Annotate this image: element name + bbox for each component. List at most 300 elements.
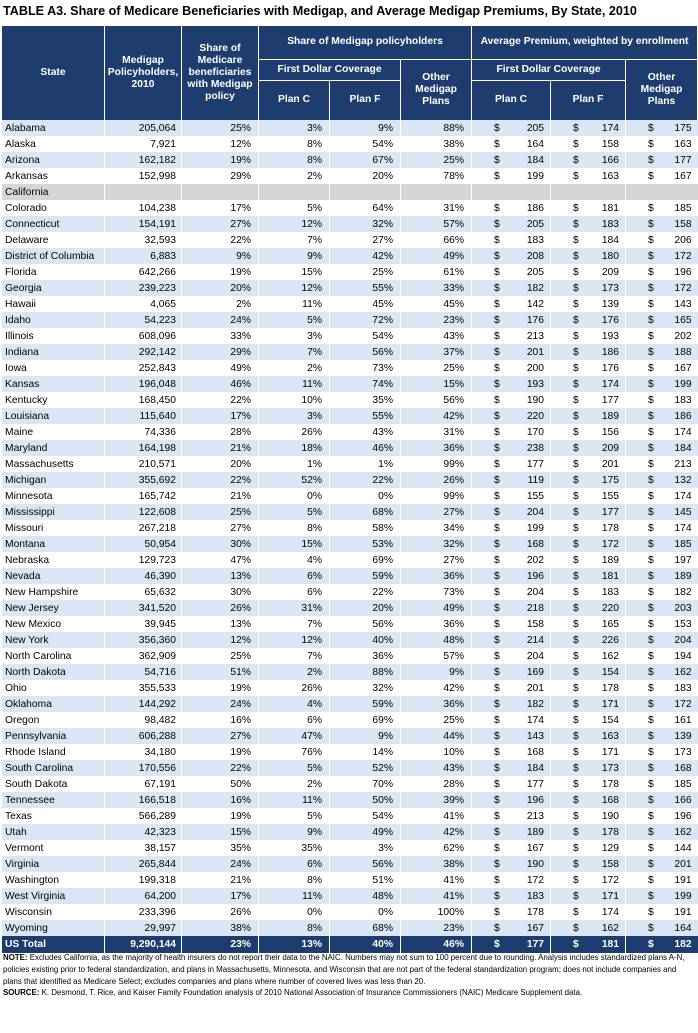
table-row — [2, 328, 698, 344]
policyholders-value: 34,180 — [105, 744, 182, 760]
plan-f-value: 70% — [330, 776, 401, 792]
policyholders-value: 233,396 — [105, 904, 182, 920]
state-name: New Hampshire — [2, 584, 105, 600]
plan-c-value: 6% — [259, 584, 330, 600]
premium-f-value: $ 139 — [551, 296, 626, 312]
premium-f-value: $ 166 — [551, 152, 626, 168]
policyholders-value: 115,640 — [105, 408, 182, 424]
premium-other-value: $ 182 — [626, 584, 698, 600]
plan-f-value: 56% — [330, 616, 401, 632]
premium-other-value: $ 162 — [626, 664, 698, 680]
table-row — [2, 152, 698, 168]
other-value: 9% — [401, 664, 472, 680]
premium-c-value: $ 200 — [472, 360, 551, 376]
header-premium-group: Average Premium, weighted by enrollment — [472, 26, 698, 59]
plan-f-value: 14% — [330, 744, 401, 760]
state-name: North Dakota — [2, 664, 105, 680]
state-name: Arizona — [2, 152, 105, 168]
premium-f-value: $ 190 — [551, 808, 626, 824]
premium-f-value: $ 220 — [551, 600, 626, 616]
table-row — [2, 856, 698, 872]
plan-c-value: 3% — [259, 120, 330, 136]
table-row — [2, 248, 698, 264]
table-row — [2, 664, 698, 680]
plan-c-value: 5% — [259, 504, 330, 520]
policyholders-value: 4,065 — [105, 296, 182, 312]
other-value: 38% — [401, 136, 472, 152]
share-value: 2% — [182, 296, 259, 312]
state-name: Wisconsin — [2, 904, 105, 920]
plan-f-value: 56% — [330, 856, 401, 872]
premium-c-value: $ 143 — [472, 728, 551, 744]
share-value: 22% — [182, 392, 259, 408]
premium-other-value: $ 177 — [626, 152, 698, 168]
plan-f-value: 69% — [330, 552, 401, 568]
other-value — [401, 184, 472, 200]
premium-c-value: $ 193 — [472, 376, 551, 392]
premium-f-value: $ 176 — [551, 360, 626, 376]
state-name: Alabama — [2, 120, 105, 136]
table-row — [2, 744, 698, 760]
premium-f-value: $ 184 — [551, 232, 626, 248]
plan-f-value: 58% — [330, 520, 401, 536]
plan-f-value: 68% — [330, 920, 401, 936]
plan-f-value: 49% — [330, 824, 401, 840]
plan-f-value: 9% — [330, 120, 401, 136]
plan-f-value: 22% — [330, 472, 401, 488]
policyholders-value: 152,998 — [105, 168, 182, 184]
plan-f-value: 25% — [330, 264, 401, 280]
other-value: 28% — [401, 776, 472, 792]
state-name: Michigan — [2, 472, 105, 488]
premium-f-value: $ 174 — [551, 904, 626, 920]
plan-f-value: 59% — [330, 696, 401, 712]
premium-c-value: $ 202 — [472, 552, 551, 568]
state-name: Indiana — [2, 344, 105, 360]
header-policyholders: Medigap Policyholders, 2010 — [105, 26, 182, 120]
premium-other-value: $ 191 — [626, 872, 698, 888]
plan-f-value: 54% — [330, 136, 401, 152]
plan-c-value: 26% — [259, 680, 330, 696]
plan-f-value: 36% — [330, 648, 401, 664]
state-name: South Dakota — [2, 776, 105, 792]
state-name: California — [2, 184, 105, 200]
premium-other-value: $ 172 — [626, 280, 698, 296]
plan-f-value: 35% — [330, 392, 401, 408]
premium-c-value: $ 201 — [472, 680, 551, 696]
other-value: 49% — [401, 600, 472, 616]
plan-f-value: 40% — [330, 632, 401, 648]
total-plan-c: 13% — [259, 936, 330, 953]
premium-f-value: $ 165 — [551, 616, 626, 632]
plan-f-value: 67% — [330, 152, 401, 168]
share-value: 29% — [182, 168, 259, 184]
premium-other-value: $ 203 — [626, 600, 698, 616]
share-value: 20% — [182, 456, 259, 472]
premium-other-value: $ 162 — [626, 824, 698, 840]
plan-c-value: 5% — [259, 808, 330, 824]
premium-f-value — [551, 184, 626, 200]
table-row — [2, 824, 698, 840]
premium-f-value: $ 226 — [551, 632, 626, 648]
table-row — [2, 696, 698, 712]
other-value: 10% — [401, 744, 472, 760]
policyholders-value: 39,945 — [105, 616, 182, 632]
premium-c-value: $ 182 — [472, 696, 551, 712]
plan-c-value: 0% — [259, 904, 330, 920]
plan-f-value: 0% — [330, 904, 401, 920]
premium-other-value: $ 174 — [626, 520, 698, 536]
header-first-dollar: First Dollar Coverage — [259, 59, 401, 80]
premium-other-value: $ 144 — [626, 840, 698, 856]
plan-f-value: 32% — [330, 216, 401, 232]
premium-f-value: $ 181 — [551, 200, 626, 216]
premium-f-value: $ 178 — [551, 776, 626, 792]
plan-c-value: 5% — [259, 312, 330, 328]
plan-c-value: 6% — [259, 856, 330, 872]
other-value: 66% — [401, 232, 472, 248]
plan-f-value: 59% — [330, 568, 401, 584]
premium-c-value: $ 204 — [472, 504, 551, 520]
state-name: Alaska — [2, 136, 105, 152]
other-value: 32% — [401, 536, 472, 552]
premium-other-value: $ 199 — [626, 888, 698, 904]
table-row — [2, 520, 698, 536]
table-row — [2, 808, 698, 824]
plan-c-value: 11% — [259, 376, 330, 392]
policyholders-value: 210,571 — [105, 456, 182, 472]
premium-other-value: $ 199 — [626, 376, 698, 392]
plan-c-value: 47% — [259, 728, 330, 744]
plan-c-value: 9% — [259, 248, 330, 264]
state-name: North Carolina — [2, 648, 105, 664]
plan-c-value: 2% — [259, 776, 330, 792]
share-value: 13% — [182, 568, 259, 584]
premium-other-value — [626, 184, 698, 200]
total-other: 46% — [401, 936, 472, 953]
share-value: 47% — [182, 552, 259, 568]
header-share-group: Share of Medigap policyholders — [259, 26, 472, 59]
state-name: Pennsylvania — [2, 728, 105, 744]
premium-other-value: $ 158 — [626, 216, 698, 232]
premium-f-value: $ 173 — [551, 280, 626, 296]
table-row — [2, 440, 698, 456]
header-first-dollar-premium: First Dollar Coverage — [472, 59, 626, 80]
share-value: 19% — [182, 744, 259, 760]
plan-c-value: 7% — [259, 616, 330, 632]
premium-f-value: $ 162 — [551, 648, 626, 664]
premium-f-value: $ 174 — [551, 120, 626, 136]
table-row — [2, 632, 698, 648]
plan-f-value: 32% — [330, 680, 401, 696]
policyholders-value: 32,593 — [105, 232, 182, 248]
other-value: 37% — [401, 344, 472, 360]
policyholders-value: 170,556 — [105, 760, 182, 776]
share-value: 51% — [182, 664, 259, 680]
share-value: 21% — [182, 872, 259, 888]
table-row — [2, 888, 698, 904]
plan-c-value: 5% — [259, 200, 330, 216]
state-name: Iowa — [2, 360, 105, 376]
other-value: 49% — [401, 248, 472, 264]
premium-c-value: $ 186 — [472, 200, 551, 216]
premium-other-value: $ 167 — [626, 360, 698, 376]
share-value: 24% — [182, 856, 259, 872]
table-row — [2, 616, 698, 632]
premium-c-value: $ 174 — [472, 712, 551, 728]
policyholders-value: 355,692 — [105, 472, 182, 488]
plan-f-value: 72% — [330, 312, 401, 328]
premium-other-value: $ 202 — [626, 328, 698, 344]
plan-f-value: 20% — [330, 168, 401, 184]
plan-c-value: 0% — [259, 488, 330, 504]
premium-other-value: $ 168 — [626, 760, 698, 776]
table-row — [2, 920, 698, 936]
plan-f-value: 51% — [330, 872, 401, 888]
premium-other-value: $ 188 — [626, 344, 698, 360]
plan-c-value: 6% — [259, 568, 330, 584]
premium-f-value: $ 154 — [551, 664, 626, 680]
premium-c-value: $ 214 — [472, 632, 551, 648]
share-value: 17% — [182, 200, 259, 216]
policyholders-value: 29,997 — [105, 920, 182, 936]
policyholders-value: 67,191 — [105, 776, 182, 792]
premium-f-value: $ 172 — [551, 536, 626, 552]
table-row — [2, 568, 698, 584]
premium-c-value: $ 177 — [472, 776, 551, 792]
other-value: 36% — [401, 440, 472, 456]
share-value: 22% — [182, 472, 259, 488]
premium-c-value: $ 182 — [472, 280, 551, 296]
plan-f-value: 22% — [330, 584, 401, 600]
premium-f-value: $ 209 — [551, 264, 626, 280]
other-value: 99% — [401, 456, 472, 472]
premium-c-value: $ 205 — [472, 216, 551, 232]
plan-c-value: 4% — [259, 696, 330, 712]
plan-f-value: 55% — [330, 408, 401, 424]
other-value: 43% — [401, 328, 472, 344]
policyholders-value: 38,157 — [105, 840, 182, 856]
state-name: Louisiana — [2, 408, 105, 424]
table-row — [2, 264, 698, 280]
premium-c-value: $ 218 — [472, 600, 551, 616]
premium-f-value: $ 168 — [551, 792, 626, 808]
other-value: 57% — [401, 216, 472, 232]
policyholders-value: 267,218 — [105, 520, 182, 536]
plan-f-value: 43% — [330, 424, 401, 440]
plan-f-value: 20% — [330, 600, 401, 616]
premium-other-value: $ 185 — [626, 776, 698, 792]
premium-c-value: $ 190 — [472, 392, 551, 408]
premium-f-value: $ 178 — [551, 824, 626, 840]
table-row — [2, 200, 698, 216]
premium-other-value: $ 139 — [626, 728, 698, 744]
table-row — [2, 168, 698, 184]
table-row — [2, 296, 698, 312]
share-value: 50% — [182, 776, 259, 792]
other-value: 48% — [401, 632, 472, 648]
premium-f-value: $ 171 — [551, 888, 626, 904]
plan-f-value: 69% — [330, 712, 401, 728]
premium-other-value: $ 163 — [626, 136, 698, 152]
plan-c-value: 7% — [259, 344, 330, 360]
share-value: 28% — [182, 424, 259, 440]
plan-f-value: 54% — [330, 328, 401, 344]
state-name: New Jersey — [2, 600, 105, 616]
table-row — [2, 344, 698, 360]
other-value: 39% — [401, 792, 472, 808]
table-row — [2, 120, 698, 136]
other-value: 36% — [401, 696, 472, 712]
other-value: 100% — [401, 904, 472, 920]
table-row — [2, 408, 698, 424]
state-name: Georgia — [2, 280, 105, 296]
other-value: 26% — [401, 472, 472, 488]
plan-c-value: 12% — [259, 632, 330, 648]
notes — [3, 952, 695, 999]
premium-f-value: $ 181 — [551, 568, 626, 584]
premium-c-value: $ 167 — [472, 840, 551, 856]
premium-other-value: $ 186 — [626, 408, 698, 424]
other-value: 57% — [401, 648, 472, 664]
other-value: 41% — [401, 872, 472, 888]
premium-other-value: $ 175 — [626, 120, 698, 136]
state-name: Montana — [2, 536, 105, 552]
premium-f-value: $ 173 — [551, 760, 626, 776]
premium-f-value: $ 174 — [551, 376, 626, 392]
policyholders-value: 7,921 — [105, 136, 182, 152]
share-value: 22% — [182, 760, 259, 776]
premium-c-value: $ 205 — [472, 264, 551, 280]
policyholders-value: 129,723 — [105, 552, 182, 568]
plan-c-value: 18% — [259, 440, 330, 456]
premium-f-value: $ 156 — [551, 424, 626, 440]
share-value: 12% — [182, 136, 259, 152]
policyholders-value: 168,450 — [105, 392, 182, 408]
premium-other-value: $ 184 — [626, 440, 698, 456]
policyholders-value: 642,266 — [105, 264, 182, 280]
share-value: 21% — [182, 488, 259, 504]
premium-other-value: $ 201 — [626, 856, 698, 872]
table-row — [2, 776, 698, 792]
premium-other-value: $ 197 — [626, 552, 698, 568]
state-name: Kansas — [2, 376, 105, 392]
table-row — [2, 392, 698, 408]
share-value: 24% — [182, 312, 259, 328]
header-plan-f: Plan F — [330, 80, 401, 120]
source: SOURCE: K. Desmond, T. Rice, and Kaiser Family Foundation analysis of 2010 National Association of Insurance Commissioners (NAIC) Medicare Supplement data. — [3, 988, 583, 998]
table-row — [2, 760, 698, 776]
share-value: 17% — [182, 888, 259, 904]
premium-f-value: $ 158 — [551, 136, 626, 152]
premium-c-value: $ 199 — [472, 520, 551, 536]
plan-f-value: 74% — [330, 376, 401, 392]
premium-other-value: $ 172 — [626, 248, 698, 264]
plan-c-value: 8% — [259, 872, 330, 888]
share-value: 17% — [182, 408, 259, 424]
premium-f-value: $ 193 — [551, 328, 626, 344]
share-value: 19% — [182, 808, 259, 824]
total-label: US Total — [2, 936, 105, 953]
state-name: Nevada — [2, 568, 105, 584]
other-value: 36% — [401, 616, 472, 632]
other-value: 41% — [401, 808, 472, 824]
plan-f-value: 45% — [330, 296, 401, 312]
state-name: New York — [2, 632, 105, 648]
premium-f-value: $ 183 — [551, 584, 626, 600]
state-name: Utah — [2, 824, 105, 840]
premium-c-value: $ 158 — [472, 616, 551, 632]
other-value: 25% — [401, 360, 472, 376]
state-name: Vermont — [2, 840, 105, 856]
other-value: 41% — [401, 888, 472, 904]
policyholders-value: 608,096 — [105, 328, 182, 344]
state-name: Hawaii — [2, 296, 105, 312]
state-name: Nebraska — [2, 552, 105, 568]
premium-c-value: $ 155 — [472, 488, 551, 504]
premium-c-value: $ 168 — [472, 536, 551, 552]
premium-other-value: $ 204 — [626, 632, 698, 648]
table-body — [2, 120, 698, 936]
premium-other-value: $ 174 — [626, 424, 698, 440]
table-row — [2, 184, 698, 200]
share-value: 26% — [182, 904, 259, 920]
state-name: Rhode Island — [2, 744, 105, 760]
state-name: Colorado — [2, 200, 105, 216]
policyholders-value: 104,238 — [105, 200, 182, 216]
policyholders-value: 144,292 — [105, 696, 182, 712]
plan-c-value: 8% — [259, 136, 330, 152]
policyholders-value: 6,883 — [105, 248, 182, 264]
plan-f-value: 64% — [330, 200, 401, 216]
policyholders-value: 74,336 — [105, 424, 182, 440]
header-state: State — [2, 26, 105, 120]
policyholders-value: 164,198 — [105, 440, 182, 456]
share-value: 30% — [182, 536, 259, 552]
plan-f-value: 52% — [330, 760, 401, 776]
share-value: 16% — [182, 712, 259, 728]
table-row — [2, 648, 698, 664]
premium-f-value: $ 158 — [551, 856, 626, 872]
table-row — [2, 600, 698, 616]
policyholders-value: 162,182 — [105, 152, 182, 168]
premium-f-value: $ 180 — [551, 248, 626, 264]
premium-c-value: $ 199 — [472, 168, 551, 184]
plan-c-value: 11% — [259, 296, 330, 312]
plan-c-value: 8% — [259, 920, 330, 936]
other-value: 62% — [401, 840, 472, 856]
plan-f-value: 53% — [330, 536, 401, 552]
premium-other-value: $ 165 — [626, 312, 698, 328]
medigap-table — [1, 26, 698, 953]
plan-f-value: 0% — [330, 488, 401, 504]
share-value: 30% — [182, 584, 259, 600]
premium-c-value: $ 172 — [472, 872, 551, 888]
plan-f-value: 88% — [330, 664, 401, 680]
premium-other-value: $ 143 — [626, 296, 698, 312]
policyholders-value: 355,533 — [105, 680, 182, 696]
other-value: 36% — [401, 568, 472, 584]
premium-f-value: $ 178 — [551, 520, 626, 536]
premium-c-value: $ 170 — [472, 424, 551, 440]
plan-c-value: 2% — [259, 664, 330, 680]
policyholders-value: 252,843 — [105, 360, 182, 376]
premium-c-value: $ 205 — [472, 120, 551, 136]
plan-c-value — [259, 184, 330, 200]
table-row — [2, 424, 698, 440]
plan-f-value: 73% — [330, 360, 401, 376]
plan-f-value: 27% — [330, 232, 401, 248]
